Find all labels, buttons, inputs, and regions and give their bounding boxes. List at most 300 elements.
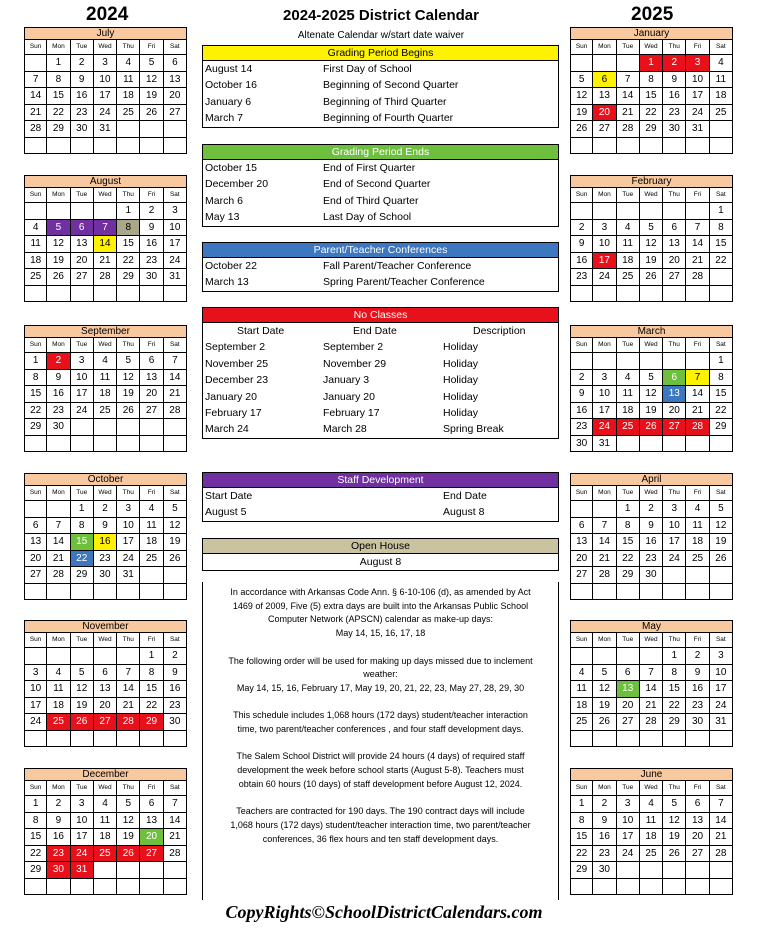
- event-description: Last Day of School: [323, 211, 412, 224]
- weekday-label: Thu: [117, 188, 140, 203]
- day-cell: 24: [686, 105, 709, 122]
- month-name: September: [24, 325, 187, 338]
- note-line: Teachers are contracted for 190 days. The 190 contract days will include: [236, 806, 525, 817]
- day-cell: [710, 862, 733, 879]
- day-cell: [164, 584, 187, 601]
- day-cell: [617, 436, 640, 453]
- day-cell: 2: [94, 501, 117, 518]
- day-cell: 20: [24, 551, 47, 568]
- note-line: Computer Network (APSCN) calendar as make-up days:: [267, 614, 494, 625]
- day-cell: 21: [686, 403, 709, 420]
- day-cell: [164, 121, 187, 138]
- day-cell: 10: [117, 518, 140, 535]
- week-row: [24, 862, 187, 879]
- day-cell: 5: [71, 665, 94, 682]
- day-cell: [593, 203, 616, 220]
- weekday-label: Thu: [663, 781, 686, 796]
- week-row: [24, 386, 187, 403]
- week-row: [570, 436, 733, 453]
- year-left: 2024: [86, 4, 129, 25]
- day-cell: 29: [140, 714, 163, 731]
- day-cell: 12: [164, 518, 187, 535]
- day-cell: 12: [47, 236, 70, 253]
- week-row: [570, 55, 733, 72]
- weekday-label: Tue: [71, 338, 94, 353]
- day-cell: [663, 879, 686, 896]
- day-cell: 9: [47, 370, 70, 387]
- day-cell: 29: [47, 121, 70, 138]
- day-cell: 26: [570, 121, 593, 138]
- weekday-label: Sun: [570, 188, 593, 203]
- day-cell: 19: [570, 105, 593, 122]
- day-cell: [663, 436, 686, 453]
- weekday-label: Mon: [47, 338, 70, 353]
- day-cell: 30: [593, 862, 616, 879]
- weekday-label: Mon: [47, 633, 70, 648]
- day-cell: 3: [117, 501, 140, 518]
- day-cell: [24, 879, 47, 896]
- day-cell: 12: [640, 386, 663, 403]
- day-cell: 16: [164, 681, 187, 698]
- weekday-header: [24, 633, 187, 648]
- day-cell: 25: [94, 403, 117, 420]
- day-cell: 4: [94, 353, 117, 370]
- col-start-date: Start Date: [237, 325, 285, 337]
- no-classes-header: No Classes: [203, 308, 558, 323]
- day-cell: [686, 286, 709, 303]
- day-cell: 24: [710, 698, 733, 715]
- weekday-label: Sat: [710, 781, 733, 796]
- day-cell: [47, 138, 70, 155]
- day-cell: [617, 879, 640, 896]
- day-cell: 2: [47, 796, 70, 813]
- day-cell: 25: [686, 551, 709, 568]
- day-cell: [593, 286, 616, 303]
- day-cell: 8: [710, 370, 733, 387]
- open-house-date: August 8: [359, 556, 402, 568]
- day-cell: 23: [140, 253, 163, 270]
- day-cell: [164, 436, 187, 453]
- day-cell: 26: [710, 551, 733, 568]
- grading-begins-row: [203, 61, 558, 77]
- weekday-header: [570, 338, 733, 353]
- grading-begins-header: Grading Period Begins: [203, 46, 558, 61]
- day-cell: 20: [593, 105, 616, 122]
- grading-begins-row: [203, 110, 558, 126]
- day-cell: [47, 731, 70, 748]
- day-cell: 8: [71, 518, 94, 535]
- day-cell: [117, 286, 140, 303]
- day-cell: 23: [570, 419, 593, 436]
- week-row: [570, 121, 733, 138]
- day-cell: 8: [663, 665, 686, 682]
- weekday-label: Mon: [593, 40, 616, 55]
- note-line: time, two parent/teacher conferences , and four staff development days.: [237, 724, 524, 734]
- weekday-label: Sat: [164, 486, 187, 501]
- weekday-label: Thu: [117, 338, 140, 353]
- day-cell: [94, 138, 117, 155]
- day-cell: 20: [164, 88, 187, 105]
- day-cell: 17: [94, 88, 117, 105]
- day-cell: 17: [117, 534, 140, 551]
- weekday-label: Sat: [710, 40, 733, 55]
- day-cell: 2: [71, 55, 94, 72]
- weekday-header: [24, 486, 187, 501]
- day-cell: [71, 731, 94, 748]
- day-cell: 30: [164, 714, 187, 731]
- day-cell: 16: [593, 829, 616, 846]
- day-cell: 1: [617, 501, 640, 518]
- day-cell: 14: [94, 236, 117, 253]
- week-row: [570, 796, 733, 813]
- weekday-label: Wed: [94, 633, 117, 648]
- weekday-label: Wed: [94, 486, 117, 501]
- weekday-label: Wed: [640, 188, 663, 203]
- day-cell: 5: [663, 796, 686, 813]
- weekday-label: Sat: [164, 633, 187, 648]
- day-cell: [24, 501, 47, 518]
- day-cell: 1: [47, 55, 70, 72]
- note-line: 1469 of 2009, Five (5) extra days are built into the Arkansas Public School: [232, 600, 529, 611]
- weekday-label: Tue: [617, 781, 640, 796]
- week-row: [24, 584, 187, 601]
- day-cell: 7: [164, 796, 187, 813]
- day-cell: 15: [663, 681, 686, 698]
- day-cell: 5: [47, 220, 70, 237]
- day-cell: [686, 436, 709, 453]
- week-row: [570, 567, 733, 584]
- week-row: [570, 253, 733, 270]
- event-description: End of First Quarter: [323, 162, 416, 174]
- day-cell: [117, 879, 140, 896]
- week-row: [570, 551, 733, 568]
- weekday-label: Sun: [570, 781, 593, 796]
- day-cell: 26: [663, 846, 686, 863]
- day-cell: 20: [94, 698, 117, 715]
- day-cell: [117, 419, 140, 436]
- day-cell: 12: [570, 88, 593, 105]
- week-row: [24, 501, 187, 518]
- weekday-label: Wed: [640, 633, 663, 648]
- day-cell: [140, 419, 163, 436]
- holiday-description: Holiday: [443, 390, 479, 403]
- day-cell: 30: [663, 121, 686, 138]
- day-cell: [640, 203, 663, 220]
- day-cell: [710, 138, 733, 155]
- calendar-title: 2024-2025 District Calendar: [283, 7, 479, 24]
- weekday-label: Fri: [686, 188, 709, 203]
- day-cell: [94, 203, 117, 220]
- note-line: development the week before school starts (August 5-8). Teachers must: [237, 765, 524, 776]
- weekday-label: Fri: [686, 781, 709, 796]
- day-cell: 1: [570, 796, 593, 813]
- weekday-label: Tue: [71, 633, 94, 648]
- day-cell: [71, 419, 94, 436]
- day-cell: 20: [686, 829, 709, 846]
- day-cell: [117, 138, 140, 155]
- col-end-date: End Date: [443, 490, 487, 502]
- week-row: [24, 846, 187, 863]
- day-cell: [94, 419, 117, 436]
- day-cell: 5: [710, 501, 733, 518]
- day-cell: [640, 584, 663, 601]
- day-cell: [617, 55, 640, 72]
- day-cell: 8: [140, 665, 163, 682]
- week-row: [24, 72, 187, 89]
- day-cell: 2: [570, 220, 593, 237]
- day-cell: 4: [640, 796, 663, 813]
- day-cell: 4: [570, 665, 593, 682]
- day-cell: 12: [640, 236, 663, 253]
- day-cell: [140, 436, 163, 453]
- day-cell: 5: [117, 353, 140, 370]
- event-date: May 13: [205, 211, 240, 224]
- day-cell: [94, 286, 117, 303]
- day-cell: 25: [47, 714, 70, 731]
- grading-ends-row: [203, 209, 558, 225]
- event-date: January 6: [205, 95, 252, 108]
- week-row: [570, 665, 733, 682]
- day-cell: 27: [164, 105, 187, 122]
- day-cell: [164, 567, 187, 584]
- weekday-label: Thu: [117, 486, 140, 501]
- week-row: [24, 353, 187, 370]
- day-cell: 9: [164, 665, 187, 682]
- day-cell: [663, 584, 686, 601]
- week-row: [24, 105, 187, 122]
- day-cell: 11: [140, 518, 163, 535]
- event-description: End of Second Quarter: [323, 178, 431, 191]
- day-cell: 3: [617, 796, 640, 813]
- weekday-label: Tue: [617, 188, 640, 203]
- day-cell: 19: [47, 253, 70, 270]
- week-row: [570, 813, 733, 830]
- week-row: [570, 862, 733, 879]
- day-cell: 15: [140, 681, 163, 698]
- week-row: [570, 220, 733, 237]
- day-cell: [640, 862, 663, 879]
- day-cell: 21: [24, 105, 47, 122]
- day-cell: 13: [94, 681, 117, 698]
- day-cell: [593, 501, 616, 518]
- day-cell: 20: [140, 386, 163, 403]
- day-cell: 5: [164, 501, 187, 518]
- weekday-label: Sat: [710, 633, 733, 648]
- day-cell: 29: [640, 121, 663, 138]
- day-cell: 2: [570, 370, 593, 387]
- weekday-header: [24, 781, 187, 796]
- day-cell: [686, 567, 709, 584]
- day-cell: 20: [71, 253, 94, 270]
- day-cell: 11: [24, 236, 47, 253]
- week-row: [570, 829, 733, 846]
- day-cell: 22: [710, 403, 733, 420]
- holiday-description: Holiday: [443, 341, 479, 354]
- day-cell: 21: [710, 829, 733, 846]
- day-cell: 18: [617, 403, 640, 420]
- grading-begins-row: [203, 77, 558, 93]
- day-cell: [593, 138, 616, 155]
- weekday-label: Thu: [117, 633, 140, 648]
- day-cell: 29: [117, 269, 140, 286]
- day-cell: 30: [71, 121, 94, 138]
- weekday-label: Sat: [164, 188, 187, 203]
- day-cell: 9: [663, 72, 686, 89]
- day-cell: 21: [94, 253, 117, 270]
- day-cell: 2: [686, 648, 709, 665]
- day-cell: 20: [570, 551, 593, 568]
- month-february: [570, 175, 733, 302]
- conferences-panel: [202, 242, 559, 292]
- day-cell: 10: [593, 386, 616, 403]
- day-cell: [94, 731, 117, 748]
- day-cell: 14: [164, 370, 187, 387]
- week-row: [24, 567, 187, 584]
- day-cell: 17: [71, 829, 94, 846]
- day-cell: 22: [710, 253, 733, 270]
- day-cell: [570, 501, 593, 518]
- day-cell: 17: [710, 681, 733, 698]
- holiday-description: Spring Break: [443, 423, 504, 436]
- weekday-label: Thu: [663, 633, 686, 648]
- day-cell: 3: [686, 55, 709, 72]
- month-may: [570, 620, 733, 747]
- day-cell: 1: [24, 796, 47, 813]
- day-cell: 29: [710, 419, 733, 436]
- day-cell: [710, 269, 733, 286]
- weekday-label: Fri: [140, 188, 163, 203]
- week-row: [24, 370, 187, 387]
- day-cell: [710, 731, 733, 748]
- day-cell: 16: [570, 253, 593, 270]
- staff-dev-panel: [202, 472, 559, 522]
- day-cell: 2: [663, 55, 686, 72]
- day-cell: 10: [94, 72, 117, 89]
- week-row: [24, 403, 187, 420]
- day-cell: 3: [593, 220, 616, 237]
- week-row: [570, 353, 733, 370]
- day-cell: 28: [593, 567, 616, 584]
- open-house-header: Open House: [203, 539, 558, 554]
- day-cell: [686, 584, 709, 601]
- day-cell: 9: [47, 813, 70, 830]
- day-cell: 27: [94, 714, 117, 731]
- day-cell: 29: [71, 567, 94, 584]
- day-cell: 6: [140, 796, 163, 813]
- day-cell: 18: [94, 386, 117, 403]
- weekday-label: Sat: [164, 338, 187, 353]
- day-cell: 4: [24, 220, 47, 237]
- calendar-subtitle: Altenate Calendar w/start date waiver: [297, 30, 465, 41]
- day-cell: [640, 436, 663, 453]
- day-cell: 9: [686, 665, 709, 682]
- month-name: November: [24, 620, 187, 633]
- grading-ends-panel: [202, 144, 559, 227]
- day-cell: 8: [24, 813, 47, 830]
- conferences-row: [203, 258, 558, 274]
- day-cell: [617, 584, 640, 601]
- no-classes-row: [203, 356, 558, 372]
- day-cell: 26: [640, 419, 663, 436]
- day-cell: 2: [640, 501, 663, 518]
- day-cell: 17: [663, 534, 686, 551]
- day-cell: 10: [686, 72, 709, 89]
- note-line: The Salem School District will provide 24 hours (4 days) of required staff: [236, 751, 525, 762]
- month-name: May: [570, 620, 733, 633]
- day-cell: 1: [117, 203, 140, 220]
- day-cell: 16: [71, 88, 94, 105]
- day-cell: 13: [71, 236, 94, 253]
- month-name: January: [570, 27, 733, 40]
- week-row: [24, 681, 187, 698]
- day-cell: 14: [617, 88, 640, 105]
- day-cell: 11: [117, 72, 140, 89]
- month-name: March: [570, 325, 733, 338]
- day-cell: 21: [686, 253, 709, 270]
- day-cell: 6: [617, 665, 640, 682]
- day-cell: 23: [47, 846, 70, 863]
- day-cell: [47, 203, 70, 220]
- weekday-label: Sun: [570, 338, 593, 353]
- day-cell: 23: [71, 105, 94, 122]
- grading-ends-header: Grading Period Ends: [203, 145, 558, 160]
- week-row: [570, 584, 733, 601]
- day-cell: 11: [570, 681, 593, 698]
- day-cell: 24: [593, 269, 616, 286]
- day-cell: 3: [71, 796, 94, 813]
- day-cell: 31: [94, 121, 117, 138]
- day-cell: 6: [94, 665, 117, 682]
- day-cell: 2: [47, 353, 70, 370]
- day-cell: 1: [640, 55, 663, 72]
- day-cell: 24: [663, 551, 686, 568]
- day-cell: 3: [663, 501, 686, 518]
- col-end-date: End Date: [353, 325, 397, 337]
- weekday-header: [570, 486, 733, 501]
- day-cell: 17: [71, 386, 94, 403]
- month-name: October: [24, 473, 187, 486]
- weekday-label: Mon: [47, 40, 70, 55]
- event-description: Beginning of Second Quarter: [323, 79, 459, 92]
- holiday-start: November 25: [205, 357, 269, 370]
- month-name: April: [570, 473, 733, 486]
- day-cell: [117, 648, 140, 665]
- weekday-label: Fri: [140, 40, 163, 55]
- day-cell: 19: [117, 829, 140, 846]
- weekday-label: Wed: [94, 781, 117, 796]
- week-row: [570, 846, 733, 863]
- week-row: [570, 138, 733, 155]
- day-cell: 17: [593, 253, 616, 270]
- note-paragraph: [207, 586, 554, 641]
- day-cell: 16: [570, 403, 593, 420]
- day-cell: 14: [47, 534, 70, 551]
- weekday-label: Fri: [686, 633, 709, 648]
- day-cell: 9: [640, 518, 663, 535]
- day-cell: [686, 879, 709, 896]
- day-cell: 9: [570, 386, 593, 403]
- day-cell: 25: [140, 551, 163, 568]
- day-cell: 17: [686, 88, 709, 105]
- week-row: [24, 518, 187, 535]
- day-cell: [71, 436, 94, 453]
- note-line: obtain 60 hours (10 days) of staff development before August 12, 2024.: [238, 778, 523, 789]
- weekday-label: Tue: [617, 486, 640, 501]
- day-cell: 4: [94, 796, 117, 813]
- day-cell: 1: [71, 501, 94, 518]
- day-cell: 19: [140, 88, 163, 105]
- grading-begins-row: [203, 94, 558, 110]
